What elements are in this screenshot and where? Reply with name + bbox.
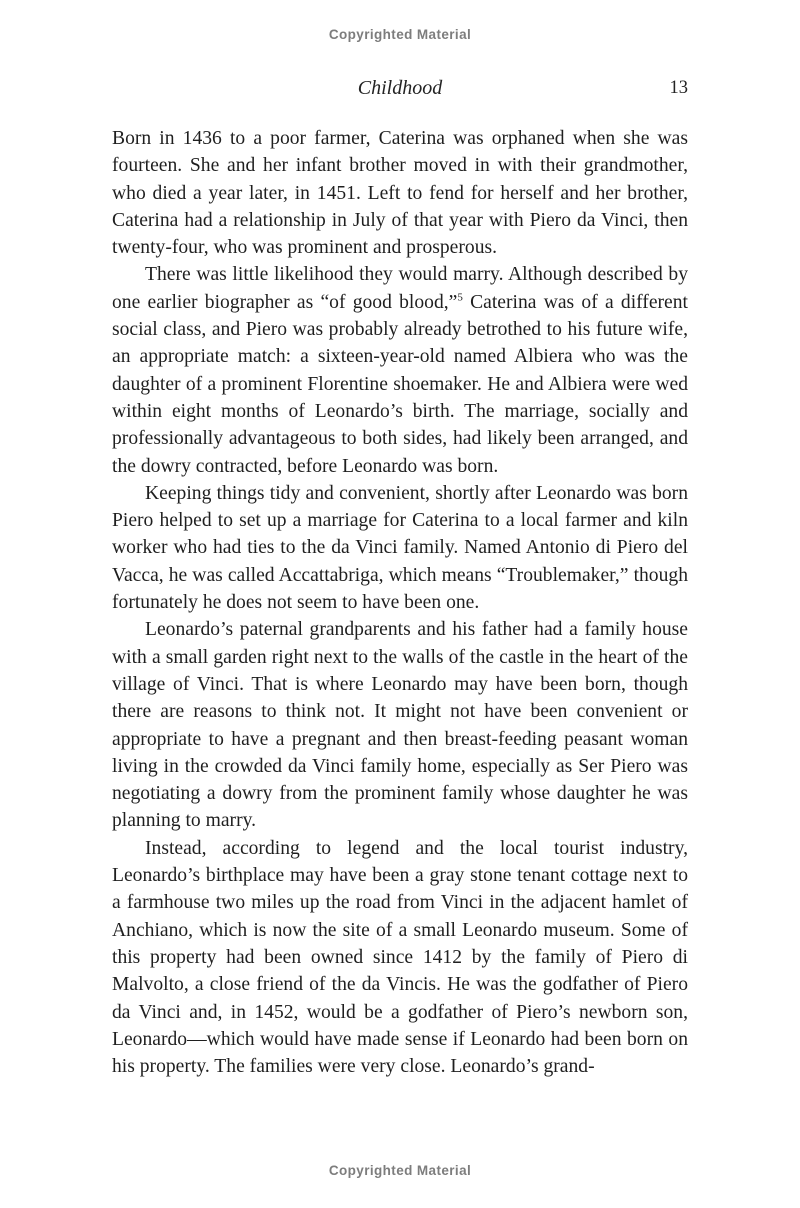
paragraph-text: There was little likelihood they would marry. Although described by one earlier biographer as “of good blood,” — [112, 264, 688, 313]
paragraph: Born in 1436 to a poor farmer, Caterina was orphaned when she was fourteen. She and her infant brother moved in with their grandmother, who died a year later, in 1451. Left to fend for herself and her brother, Caterina had a relationship in July of that year with Piero da Vinci, then twenty-four, who was prominent and prosperous. — [112, 128, 688, 259]
copyright-notice-bottom: Copyrighted Material — [328, 1163, 472, 1178]
paragraph: Instead, according to legend and the local tourist industry, Leonardo’s birthplace may have been a gray stone tenant cottage next to a farmhouse two miles up the road from Vinci in the adjacent hamlet of Anchiano, which is now the site of a small Leonardo museum. Some of this property had been owned since 1412 by the family of Piero di Malvolto, a close friend of the da Vincis. He was the godfather of Piero da Vinci and, in 1452, would be a godfather of Piero’s newborn son, Leonardo—which would have made sense if Leonardo had been born on his property. The families were very close. Leonardo’s grand- — [112, 837, 688, 1078]
paragraph: Leonardo’s paternal grandparents and his father had a family house with a small garden right next to the walls of the castle in the heart of the village of Vinci. That is where Leonardo may have been born, though there are reasons to think not. It might not have been convenient or appropriate to have a pregnant and then breast-feeding peasant woman living in the crowded da Vinci family home, especially as Ser Piero was negotiating a dowry from the prominent family whose daughter he was planning to marry. — [112, 619, 688, 832]
paragraph: Keeping things tidy and convenient, shortly after Leonardo was born Piero helped to set up a marriage for Caterina to a local farmer and kiln worker who had ties to the da Vinci family. Named Antonio di Piero del Vacca, he was called Accattabriga, which means “Troublemaker,” though fortunately he does not seem to have been one. — [112, 482, 688, 614]
page-number: 13 — [669, 78, 688, 98]
paragraph — [112, 261, 688, 479]
body-text — [112, 125, 688, 1080]
running-header — [112, 77, 688, 103]
paragraph-text: Caterina was of a different social class, and Piero was probably already betrothed to his future wife, an appropriate match: a sixteen-year-old named Albiera who was the daughter of a prominent Florentine shoemaker. He and Albiera were wed within eight months of Leonardo’s birth. The marriage, socially and professionally advantageous to both sides, had likely been arranged, and the dowry contracted, before Leonardo was born. — [112, 291, 688, 477]
footnote-ref: 5 — [457, 291, 463, 304]
chapter-title: Childhood — [357, 77, 443, 99]
copyright-notice-top: Copyrighted Material — [328, 27, 472, 42]
